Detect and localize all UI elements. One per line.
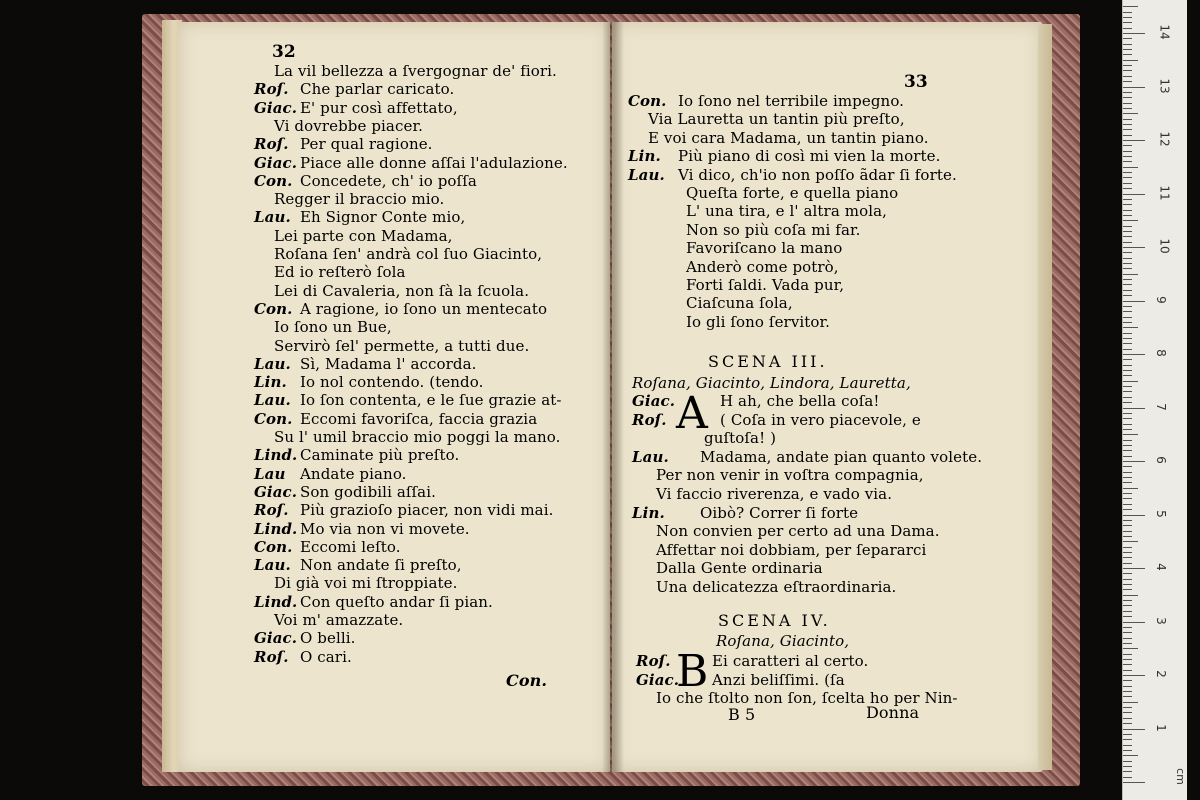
speaker-label: Lau. <box>254 208 291 227</box>
text-line: Di già voi mi ſtroppiate. <box>274 574 458 593</box>
ruler-tick <box>1123 413 1132 414</box>
text-line: Sì, Madama l' accorda. <box>300 354 477 373</box>
ruler-unit: cm <box>1173 768 1187 785</box>
ruler-label: 10 <box>1157 238 1172 254</box>
text-line: Una delicatezza eſtraordinaria. <box>656 578 897 596</box>
text-line: Son godibili aſſai. <box>300 482 436 501</box>
ruler-tick <box>1123 119 1132 120</box>
ruler-tick <box>1123 659 1132 660</box>
text-line: guſtoſa! ) <box>704 429 777 448</box>
ruler-tick <box>1123 204 1132 205</box>
text-line: Su l' umil braccio mio poggi la mano. <box>274 428 561 446</box>
ruler-tick <box>1123 504 1132 505</box>
text-line: O belli. <box>300 629 356 648</box>
speaker-label: Roſ. <box>632 410 667 429</box>
ruler-tick <box>1123 359 1132 360</box>
text-line: Anzi beliſſimi. (ſa <box>712 670 845 689</box>
ruler-tick <box>1123 236 1132 237</box>
speaker-label: Con. <box>254 409 293 428</box>
text-line: Anderò come potrò, <box>686 257 839 276</box>
speaker-label: Giac. <box>636 670 680 689</box>
ruler-tick <box>1123 258 1132 259</box>
speaker-label: Giac. <box>254 98 298 117</box>
ruler-tick <box>1123 782 1145 783</box>
ruler-tick <box>1123 231 1132 232</box>
ruler-tick <box>1123 702 1138 703</box>
speaker-label: Lau. <box>254 391 291 410</box>
ruler-tick <box>1123 691 1132 692</box>
speaker-label: Lind. <box>254 446 298 465</box>
ruler-label: 1 <box>1153 723 1168 732</box>
text-line: Non convien per certo ad una Dama. <box>656 522 940 541</box>
speaker-label: Lin. <box>254 373 287 392</box>
ruler-tick <box>1123 44 1132 45</box>
ruler-tick <box>1123 97 1132 98</box>
ruler-tick <box>1123 488 1138 489</box>
ruler-tick <box>1123 771 1132 772</box>
ruler-tick <box>1123 220 1138 221</box>
text-line: O cari. <box>300 647 352 666</box>
ruler-tick <box>1123 664 1132 665</box>
ruler-tick <box>1123 103 1132 104</box>
text-line: Caminate più preſto. <box>300 446 460 465</box>
text-line: Eccomi leſto. <box>300 537 401 556</box>
speaker-label: Lin. <box>628 147 661 166</box>
ruler-tick <box>1123 397 1132 398</box>
text-line: Lei di Cavaleria, non ſà la ſcuola. <box>274 281 530 300</box>
ruler-tick <box>1123 22 1132 23</box>
ruler-tick <box>1123 210 1132 211</box>
text-line: A ragione, io ſono un mentecato <box>300 299 548 318</box>
text-line: Vi dovrebbe piacer. <box>274 116 423 135</box>
ruler-tick <box>1123 622 1145 623</box>
text-line: Andate piano. <box>300 464 407 483</box>
speaker-label: Giac. <box>254 482 298 501</box>
measuring-ruler <box>1122 0 1187 800</box>
text-line: Lei parte con Madama, <box>274 226 453 245</box>
text-line: Oibò? Correr ſi forte <box>700 503 859 522</box>
ruler-tick <box>1123 279 1132 280</box>
speaker-label: Giac. <box>254 153 298 172</box>
speaker-label: Giac. <box>632 392 676 410</box>
speaker-label: Roſ. <box>254 647 289 666</box>
ruler-tick <box>1123 311 1132 312</box>
ruler-tick <box>1123 322 1132 323</box>
text-line: Servirò ſel' permette, a tutti due. <box>274 336 530 355</box>
scene-3-cast: Roſana, Giacinto, Lindora, Lauretta, <box>632 374 911 392</box>
speaker-label: Lind. <box>254 519 298 538</box>
ruler-tick <box>1123 445 1132 446</box>
ruler-tick <box>1123 434 1138 435</box>
ruler-tick <box>1123 766 1132 767</box>
ruler-tick <box>1123 284 1132 285</box>
ruler-tick <box>1123 242 1132 243</box>
text-line: Affettar noi dobbiam, per ſepararci <box>656 540 927 559</box>
text-line: Eccomi favoriſca, faccia grazia <box>300 409 538 428</box>
ruler-tick <box>1123 595 1138 596</box>
text-line: Roſana ſen' andrà col ſuo Giacinto, <box>274 245 543 263</box>
ruler-tick <box>1123 124 1132 125</box>
ruler-tick <box>1123 129 1132 130</box>
ruler-tick <box>1123 317 1132 318</box>
ruler-tick <box>1123 573 1132 574</box>
ruler-tick <box>1123 557 1132 558</box>
text-line: Voi m' amazzate. <box>274 611 404 629</box>
speaker-label: Lau <box>254 464 286 483</box>
ruler-tick <box>1123 135 1132 136</box>
ruler-tick <box>1123 343 1132 344</box>
ruler-tick <box>1123 515 1145 516</box>
book-gutter <box>602 22 624 772</box>
ruler-tick <box>1123 675 1145 676</box>
ruler-tick <box>1123 729 1145 730</box>
ruler-label: 9 <box>1153 295 1168 304</box>
ruler-tick <box>1123 739 1132 740</box>
ruler-tick <box>1123 386 1132 387</box>
speaker-label: Lau. <box>254 556 291 575</box>
ruler-tick <box>1123 450 1132 451</box>
signature-mark: B 5 <box>728 705 756 724</box>
speaker-label: Con. <box>254 537 293 556</box>
ruler-tick <box>1123 611 1132 612</box>
ruler-tick <box>1123 408 1145 409</box>
text-line: Madama, andate pian quanto volete. <box>700 447 983 466</box>
ruler-tick <box>1123 418 1132 419</box>
ruler-tick <box>1123 70 1132 71</box>
ruler-tick <box>1123 707 1132 708</box>
ruler-tick <box>1123 670 1132 671</box>
ruler-tick <box>1123 440 1132 441</box>
ruler-tick <box>1123 563 1132 564</box>
ruler-tick <box>1123 349 1132 350</box>
ruler-tick <box>1123 584 1132 585</box>
ruler-tick <box>1123 718 1132 719</box>
ruler-tick <box>1123 17 1132 18</box>
ruler-tick <box>1123 589 1132 590</box>
ruler-label: 8 <box>1153 349 1168 357</box>
ruler-tick <box>1123 151 1132 152</box>
ruler-tick <box>1123 525 1132 526</box>
speaker-label: Lin. <box>632 503 665 522</box>
ruler-tick <box>1123 365 1132 366</box>
text-line: Queſta forte, e quella piano <box>686 184 899 202</box>
text-line: Non so più coſa mi far. <box>686 220 861 239</box>
ruler-tick <box>1123 552 1132 553</box>
ruler-tick <box>1123 461 1145 462</box>
text-line: Io ſon contenta, e le ſue grazie at- <box>300 391 562 410</box>
text-line: Io nol contendo. (tendo. <box>300 373 484 392</box>
ruler-tick <box>1123 306 1132 307</box>
ruler-tick <box>1123 755 1138 756</box>
ruler-tick <box>1123 734 1132 735</box>
ruler-tick <box>1123 509 1132 510</box>
ruler-tick <box>1123 268 1132 269</box>
catchword-left: Con. <box>506 671 548 690</box>
ruler-tick <box>1123 579 1132 580</box>
ruler-label: 12 <box>1157 131 1172 147</box>
ruler-tick <box>1123 750 1132 751</box>
ruler-tick <box>1123 215 1132 216</box>
speaker-label: Lau. <box>628 165 665 184</box>
ruler-tick <box>1123 375 1132 376</box>
text-line: L' una tira, e l' altra mola, <box>686 202 888 221</box>
ruler-tick <box>1123 140 1145 141</box>
ruler-tick <box>1123 616 1132 617</box>
speaker-label: Con. <box>254 171 293 190</box>
ruler-tick <box>1123 696 1132 697</box>
ruler-tick <box>1123 226 1132 227</box>
ruler-tick <box>1123 263 1132 264</box>
ruler-tick <box>1123 541 1138 542</box>
text-line: Piace alle donne aſſai l'adulazione. <box>300 153 568 172</box>
text-line: H ah, che bella coſa! <box>720 392 880 410</box>
ruler-tick <box>1123 712 1132 713</box>
text-line: Io ſono un Bue, <box>274 318 392 337</box>
ruler-tick <box>1123 643 1132 644</box>
text-line: Ed io reſterò ſola <box>274 263 406 282</box>
ruler-tick <box>1123 92 1132 93</box>
ruler-tick <box>1123 686 1132 687</box>
ruler-tick <box>1123 638 1132 639</box>
ruler-tick <box>1123 274 1138 275</box>
scene-3-title: SCENA III. <box>708 352 828 371</box>
ruler-tick <box>1123 108 1132 109</box>
ruler-tick <box>1123 627 1132 628</box>
ruler-tick <box>1123 87 1145 88</box>
ruler-label: 14 <box>1157 24 1172 40</box>
catchword-right: Donna <box>866 703 920 722</box>
speaker-label: Giac. <box>254 629 298 648</box>
speaker-label: Lau. <box>254 354 291 373</box>
ruler-tick <box>1123 632 1132 633</box>
page-edges-right <box>1038 24 1052 770</box>
ruler-tick <box>1123 429 1132 430</box>
text-line: Vi faccio riverenza, e vado via. <box>656 485 893 503</box>
text-line: Io gli ſono ſervitor. <box>686 312 831 331</box>
text-line: Vi dico, ch'io non poſſo ãdar ſi forte. <box>678 165 957 184</box>
ruler-tick <box>1123 761 1132 762</box>
text-line: Ei caratteri al certo. <box>712 652 869 670</box>
speaker-label: Roſ. <box>254 80 289 99</box>
ruler-label: 4 <box>1153 563 1168 571</box>
ruler-tick <box>1123 723 1132 724</box>
ruler-tick <box>1123 536 1132 537</box>
ruler-tick <box>1123 402 1132 403</box>
ruler-tick <box>1123 370 1132 371</box>
ruler-tick <box>1123 188 1132 189</box>
ruler-tick <box>1123 520 1132 521</box>
speaker-label: Lind. <box>254 592 298 611</box>
ruler-label: 2 <box>1153 670 1168 678</box>
ruler-tick <box>1123 113 1138 114</box>
text-line: E' pur così affettato, <box>300 98 458 117</box>
ruler-tick <box>1123 177 1132 178</box>
drop-cap-b: B <box>676 646 709 697</box>
text-line: Forti ſaldi. Vada pur, <box>686 276 845 294</box>
ruler-tick <box>1123 65 1132 66</box>
text-line: ( Coſa in vero piacevole, e <box>720 410 921 429</box>
text-line: Eh Signor Conte mio, <box>300 208 466 227</box>
ruler-label: 5 <box>1153 509 1168 518</box>
ruler-tick <box>1123 680 1132 681</box>
speaker-label: Con. <box>254 299 293 318</box>
ruler-tick <box>1123 493 1132 494</box>
ruler-tick <box>1123 605 1132 606</box>
text-line: Regger il braccio mio. <box>274 190 445 209</box>
ruler-tick <box>1123 777 1132 778</box>
ruler-tick <box>1123 333 1132 334</box>
ruler-tick <box>1123 745 1132 746</box>
text-line: E voi cara Madama, un tantin piano. <box>648 128 929 147</box>
ruler-tick <box>1123 54 1132 55</box>
text-line: Più piano di così mi vien la morte. <box>678 147 941 166</box>
ruler-tick <box>1123 354 1145 355</box>
ruler-tick <box>1123 391 1132 392</box>
ruler-tick <box>1123 648 1138 649</box>
ruler-label: 6 <box>1153 456 1168 464</box>
text-line: Non andate ſi preſto, <box>300 556 462 575</box>
ruler-tick <box>1123 81 1132 82</box>
ruler-label: 13 <box>1157 77 1172 94</box>
text-line: Ciaſcuna ſola, <box>686 294 793 313</box>
ruler-tick <box>1123 199 1132 200</box>
ruler-tick <box>1123 477 1132 478</box>
text-line: Che parlar caricato. <box>300 80 455 99</box>
ruler-tick <box>1123 482 1132 483</box>
ruler-tick <box>1123 161 1132 162</box>
ruler-tick <box>1123 145 1132 146</box>
ruler-tick <box>1123 6 1138 7</box>
text-line: Via Lauretta un tantin più preſto, <box>648 110 905 129</box>
text-line: Per qual ragione. <box>300 135 433 154</box>
ruler-tick <box>1123 338 1132 339</box>
ruler-tick <box>1123 167 1138 168</box>
text-line: Io che ſtolto non ſon, ſcelta ho per Nin- <box>656 689 958 708</box>
text-line: Per non venir in voſtra compagnia, <box>656 466 924 485</box>
ruler-tick <box>1123 172 1132 173</box>
ruler-tick <box>1123 49 1132 50</box>
text-line: Favoriſcano la mano <box>686 239 843 258</box>
ruler-tick <box>1123 654 1132 655</box>
ruler-tick <box>1123 183 1132 184</box>
ruler-tick <box>1123 547 1132 548</box>
ruler-tick <box>1123 568 1145 569</box>
ruler-tick <box>1123 295 1132 296</box>
page-number-right: 33 <box>904 72 928 92</box>
ruler-tick <box>1123 456 1132 457</box>
text-line: Dalla Gente ordinaria <box>656 559 823 578</box>
ruler-tick <box>1123 28 1132 29</box>
speaker-label: Roſ. <box>254 135 289 154</box>
ruler-tick <box>1123 247 1145 248</box>
text-line: Più grazioſo piacer, non vidi mai. <box>300 501 554 520</box>
ruler-tick <box>1123 301 1145 302</box>
ruler-tick <box>1123 472 1132 473</box>
speaker-label: Roſ. <box>636 652 671 670</box>
scene-4-title: SCENA IV. <box>718 611 831 630</box>
ruler-tick <box>1123 12 1132 13</box>
ruler-label: 3 <box>1153 616 1168 625</box>
speaker-label: Con. <box>628 92 667 110</box>
ruler-label: 11 <box>1157 184 1172 201</box>
text-line: Io ſono nel terribile impegno. <box>678 92 905 110</box>
speaker-label: Roſ. <box>254 501 289 520</box>
ruler-tick <box>1123 60 1138 61</box>
ruler-tick <box>1123 424 1132 425</box>
text-line: La vil bellezza a ſvergognar de' fiori. <box>274 62 557 80</box>
text-line: Mo via non vi movete. <box>300 519 470 538</box>
scene-4-cast: Roſana, Giacinto, <box>716 632 850 650</box>
speaker-label: Lau. <box>632 447 669 466</box>
ruler-tick <box>1123 531 1132 532</box>
ruler-tick <box>1123 290 1132 291</box>
ruler-tick <box>1123 194 1145 195</box>
ruler-tick <box>1123 33 1145 34</box>
ruler-tick <box>1123 327 1138 328</box>
ruler-tick <box>1123 156 1132 157</box>
ruler-tick <box>1123 76 1132 77</box>
text-line: Con queſto andar ſi pian. <box>300 592 493 611</box>
ruler-label: 7 <box>1153 402 1168 411</box>
ruler-tick <box>1123 498 1132 499</box>
drop-cap-a: A <box>676 388 708 439</box>
ruler-tick <box>1123 252 1132 253</box>
page-number-left: 32 <box>272 42 296 62</box>
ruler-tick <box>1123 600 1132 601</box>
ruler-tick <box>1123 466 1132 467</box>
ruler-tick <box>1123 38 1132 39</box>
text-line: Concedete, ch' io poſſa <box>300 171 477 190</box>
ruler-tick <box>1123 381 1138 382</box>
